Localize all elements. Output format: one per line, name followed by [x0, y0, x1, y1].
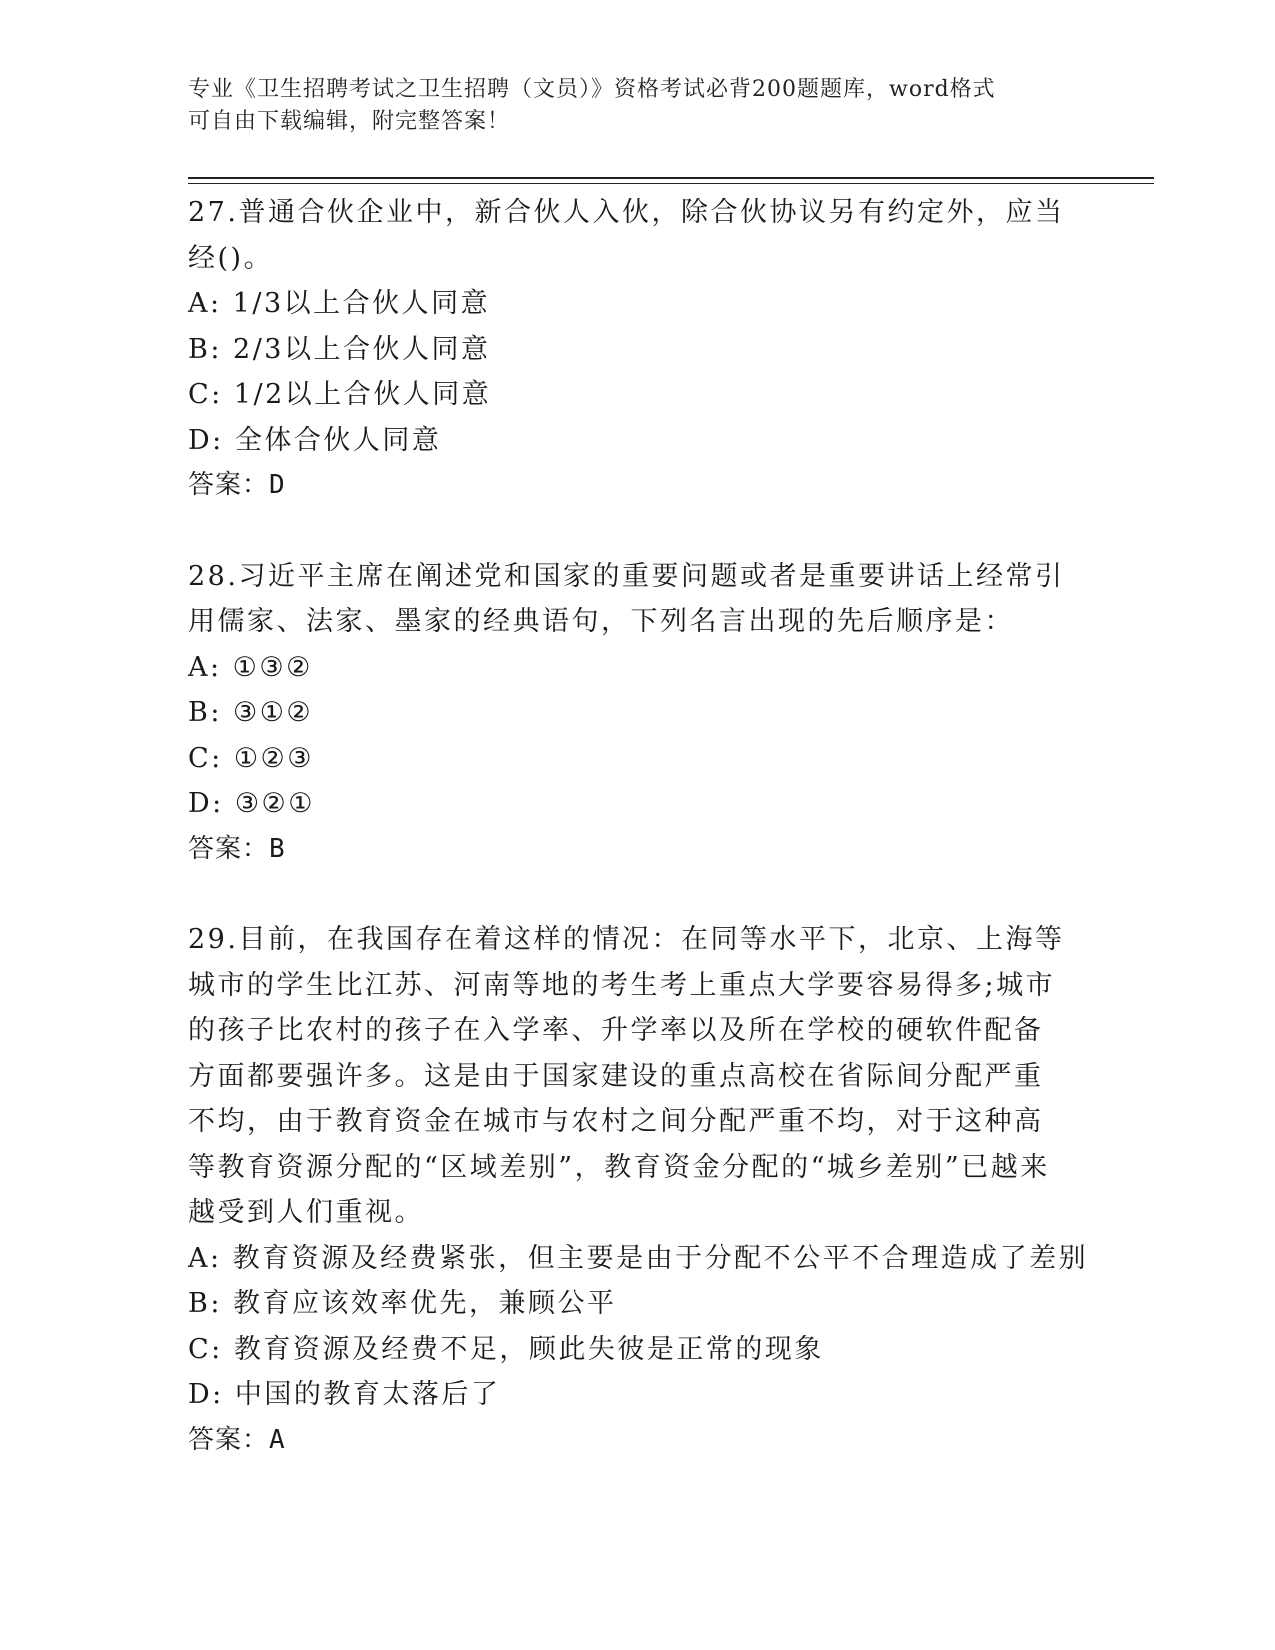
option-b: B: 2/3以上合伙人同意	[188, 333, 491, 365]
question-29	[188, 917, 1088, 1463]
answer-label: 答案：D	[188, 470, 286, 500]
option-c: C: 1/2以上合伙人同意	[188, 379, 492, 410]
answer-label: 答案：B	[188, 833, 286, 864]
option-d: D: 全体合伙人同意	[188, 424, 442, 456]
option-c: C: ①②③	[188, 742, 314, 774]
header-divider-thin	[188, 183, 1154, 184]
page-header	[188, 74, 1088, 138]
option-d: D: 中国的教育太落后了	[188, 1379, 501, 1410]
option-a: A: ①③②	[188, 651, 313, 683]
answer-label: 答案：A	[188, 1424, 286, 1455]
question-stem: 27.普通合伙企业中，新合伙人入伙，除合伙协议另有约定外，应当经()。	[188, 197, 1065, 274]
header-line-2: 可自由下载编辑，附完整答案！	[188, 109, 511, 134]
question-stem: 29.目前，在我国存在着这样的情况：在同等水平下，北京、上海等城市的学生比江苏、河南等地的考生考上重点大学要容易得多;城市的孩子比农村的孩子在入学率、升学率以及所在学校的硬软件配备方面都要强许多。这是由于国家建设的重点高校在省际间分配严重不均，由于教育资金在城市与农村之间分配严重不均，对于这种高等教育资源分配的“区域差别”，教育资金分配的“城乡差别”已越来越受到人们重视。	[188, 924, 1065, 1228]
question-27	[188, 190, 1088, 509]
option-c: C: 教育资源及经费不足，顾此失彼是正常的现象	[188, 1333, 824, 1365]
question-28	[188, 554, 1088, 873]
question-stem: 28.习近平主席在阐述党和国家的重要问题或者是重要讲话上经常引用儒家、法家、墨家的经典语句，下列名言出现的先后顺序是：	[188, 560, 1065, 637]
option-d: D: ③②①	[188, 788, 315, 819]
option-b: B: ③①②	[188, 697, 314, 728]
option-a: A: 教育资源及经费紧张，但主要是由于分配不公平不合理造成了差别	[188, 1242, 1089, 1274]
header-line-1: 专业《卫生招聘考试之卫生招聘（文员）》资格考试必背200题题库，word格式	[188, 77, 996, 102]
question-list	[188, 190, 1088, 1508]
option-b: B: 教育应该效率优先，兼顾公平	[188, 1288, 617, 1319]
header-divider-thick	[188, 177, 1154, 179]
option-a: A: 1/3以上合伙人同意	[188, 288, 491, 319]
